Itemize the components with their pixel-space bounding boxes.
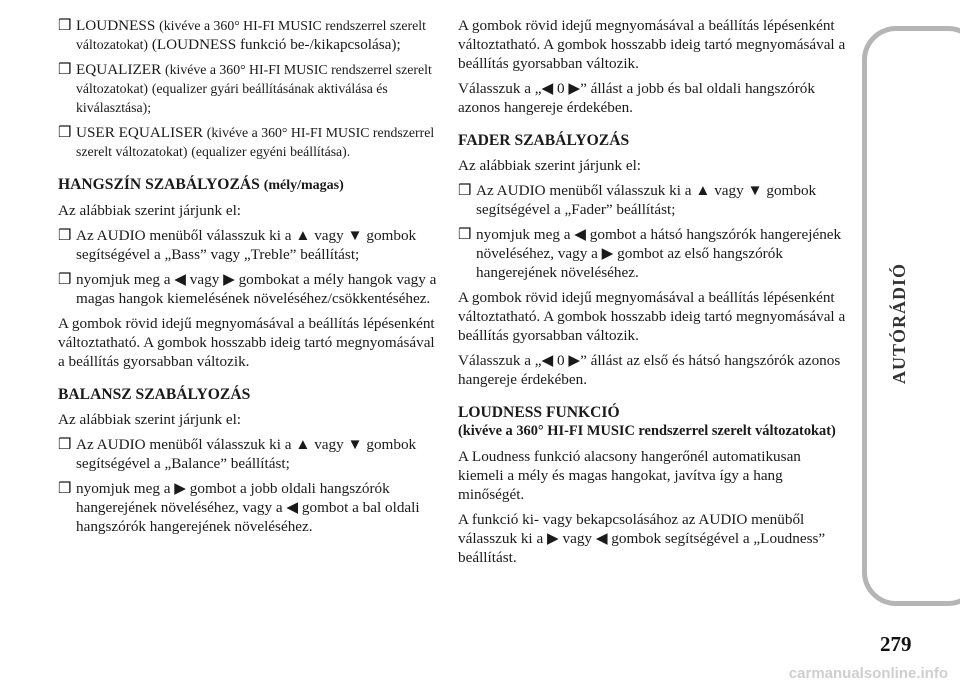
list-item-user-equaliser: ❒ USER EQUALISER (kivéve a 360° HI-FI MUSIC rendszerrel szerelt változatokat) (equalizer egyéni beállítása). [58, 124, 435, 159]
arrow-down-icon: ▼ [347, 227, 363, 244]
arrow-left-icon: ◀ [174, 271, 186, 288]
checkbox-bullet-icon: ❒ [458, 183, 472, 199]
checkbox-bullet-icon: ❒ [58, 481, 72, 497]
body-text-zero-position: Válasszuk a „◀ 0 ▶” állást az első és hátsó hangszórók azonos hangereje érdekében. [458, 352, 841, 388]
list-item-equalizer: ❒ EQUALIZER (kivéve a 360° HI-FI MUSIC rendszerrel szerelt változatokat) (equalizer gyári beállításának aktiválása és kiválasztása); [58, 61, 432, 115]
list-item-balance-adjust: ❒ nyomjuk meg a ▶ gombot a jobb oldali hangszórók hangerejének növeléséhez, vagy a ◀ gombot a bal oldali hangszórók hangerejének növeléséhez. [58, 480, 420, 535]
page-number: 279 [880, 632, 912, 656]
arrow-right-icon: ▶ [568, 80, 581, 97]
checkbox-bullet-icon: ❒ [58, 228, 72, 244]
arrow-down-icon: ▼ [347, 436, 363, 453]
checkbox-bullet-icon: ❒ [58, 125, 72, 141]
arrow-right-icon: ▶ [223, 271, 235, 288]
arrow-left-icon: ◀ [541, 352, 554, 369]
arrow-right-icon: ▶ [547, 530, 559, 547]
body-text: A gombok rövid idejű megnyomásával a beállítás lépésenként változtatható. A gombok hosszabb ideig tartó megnyomásával a beállítás gyorsabban változik. [58, 315, 435, 370]
arrow-left-icon: ◀ [286, 499, 299, 516]
list-item-fader-select: ❒ Az AUDIO menüből válasszuk ki a ▲ vagy ▼ gombok segítségével a „Fader” beállítást; [458, 182, 817, 218]
arrow-down-icon: ▼ [747, 182, 763, 199]
arrow-up-icon: ▲ [295, 436, 311, 453]
chapter-label: AUTÓRÁDIÓ [888, 262, 909, 384]
list-item-tone-select: ❒ Az AUDIO menüből válasszuk ki a ▲ vagy ▼ gombok segítségével a „Bass” vagy „Treble” beállítást; [58, 227, 417, 263]
checkbox-bullet-icon: ❒ [58, 62, 72, 78]
checkbox-bullet-icon: ❒ [58, 18, 72, 34]
arrow-up-icon: ▲ [695, 182, 711, 199]
body-text: A Loudness funkció alacsony hangerőnél automatikusan kiemeli a mély és magas hangokat, javítva így a hang minőségét. [458, 448, 801, 503]
arrow-left-icon: ◀ [595, 530, 608, 547]
section-heading-fader: FADER SZABÁLYOZÁS [458, 132, 630, 149]
checkbox-bullet-icon: ❒ [58, 272, 72, 288]
arrow-left-icon: ◀ [541, 80, 554, 97]
list-item-tone-adjust: ❒ nyomjuk meg a ◀ vagy ▶ gombokat a mély hangok vagy a magas hangok kiemelésének növeléséhez/csökkentéséhez. [58, 271, 437, 307]
body-text: A gombok rövid idejű megnyomásával a beállítás lépésenként változtatható. A gombok hosszabb ideig tartó megnyomásával a beállítás gyorsabban változik. [458, 17, 846, 72]
section-heading-loudness: LOUDNESS FUNKCIÓ [458, 404, 620, 421]
list-item-balance-select: ❒ Az AUDIO menüből válasszuk ki a ▲ vagy ▼ gombok segítségével a „Balance” beállítást; [58, 436, 417, 472]
body-text-zero-position: Válasszuk a „◀ 0 ▶” állást a jobb és bal oldali hangszórók azonos hangereje érdekében. [458, 80, 815, 116]
section-subheading: (kivéve a 360° HI-FI MUSIC rendszerrel szerelt változatokat) [458, 423, 836, 439]
list-item-fader-adjust: ❒ nyomjuk meg a ◀ gombot a hátsó hangszórók hangerejének növeléséhez, vagy a ▶ gombot az első hangszórók hangerejének növeléséhez. [458, 226, 842, 281]
arrow-left-icon: ◀ [574, 226, 586, 243]
arrow-right-icon: ▶ [568, 352, 581, 369]
right-column [458, 16, 850, 573]
arrow-right-icon: ▶ [601, 245, 614, 262]
checkbox-bullet-icon: ❒ [458, 227, 472, 243]
intro-text: Az alábbiak szerint járjunk el: [58, 202, 242, 219]
list-item-loudness: ❒ LOUDNESS (kivéve a 360° HI-FI MUSIC rendszerrel szerelt változatokat) (LOUDNESS funkció be-/kikapcsolása); [58, 17, 426, 53]
watermark: carmanualsonline.info [788, 665, 948, 682]
arrow-right-icon: ▶ [174, 480, 186, 497]
intro-text: Az alábbiak szerint járjunk el: [58, 411, 242, 428]
arrow-up-icon: ▲ [295, 227, 311, 244]
section-heading-balance: BALANSZ SZABÁLYOZÁS [58, 386, 251, 403]
body-text: A gombok rövid idejű megnyomásával a beállítás lépésenként változtatható. A gombok hosszabb ideig tartó megnyomásával a beállítás gyorsabban változik. [458, 289, 846, 344]
body-text: A funkció ki- vagy bekapcsolásához az AUDIO menüből válasszuk ki a ▶ vagy ◀ gombok segítségével a „Loudness” beállítást. [458, 511, 826, 566]
intro-text: Az alábbiak szerint járjunk el: [458, 157, 642, 174]
checkbox-bullet-icon: ❒ [58, 437, 72, 453]
left-column [58, 16, 442, 542]
section-heading-tone: HANGSZÍN SZABÁLYOZÁS (mély/magas) [58, 176, 344, 193]
